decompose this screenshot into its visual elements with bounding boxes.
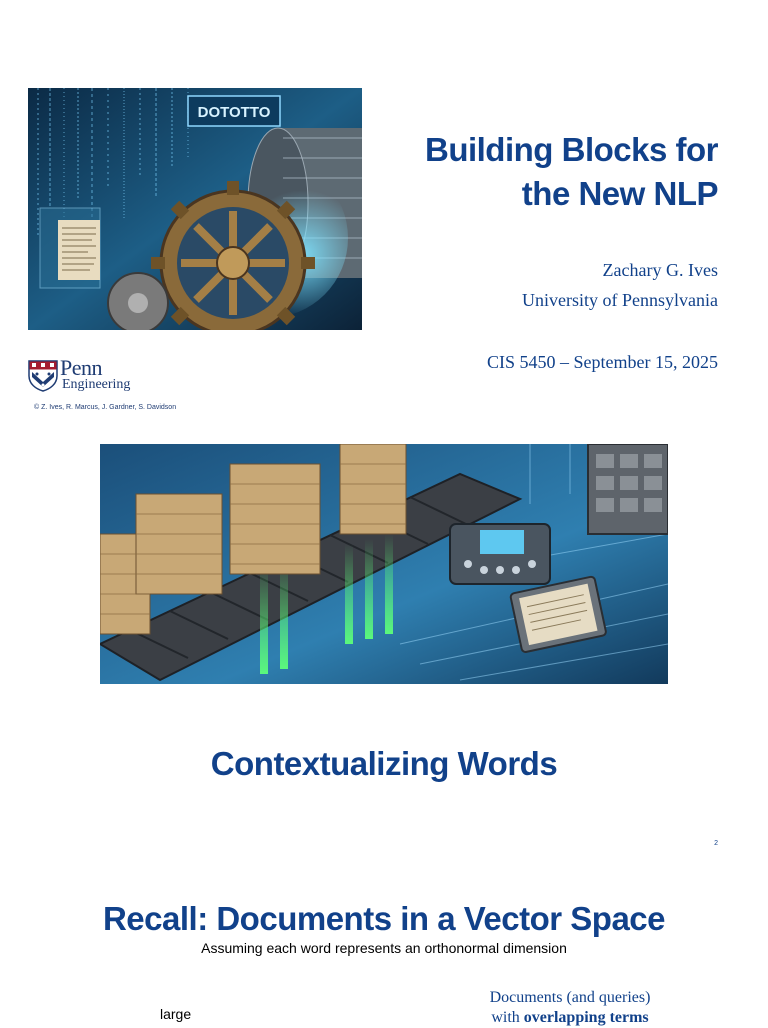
section-title: Contextualizing Words xyxy=(210,745,558,782)
slide-subtitle: Assuming each word represents an orthonormal dimension xyxy=(201,940,567,956)
title-line-1: Building Blocks for xyxy=(424,131,718,168)
documents-note xyxy=(470,988,670,1028)
documents-conveyor-illustration xyxy=(100,444,668,684)
conveyor-illustration xyxy=(100,444,668,684)
author-name: Zachary G. Ives xyxy=(602,260,718,280)
note-line-2 xyxy=(470,1008,670,1028)
course-and-date: CIS 5450 – September 15, 2025 xyxy=(487,352,718,372)
gears-data-illustration xyxy=(28,88,362,330)
axis-word-label: large xyxy=(160,1006,192,1022)
author-affiliation: University of Pennsylvania xyxy=(522,290,718,310)
title-line-2: the New NLP xyxy=(521,175,718,212)
hero-illustration xyxy=(28,88,362,330)
logo-subtitle: Engineering xyxy=(62,377,131,392)
penn-shield-icon xyxy=(28,360,58,392)
slide-title: Recall: Documents in a Vector Space xyxy=(102,900,666,937)
penn-engineering-logo xyxy=(28,355,148,396)
copyright-notice: © Z. Ives, R. Marcus, J. Gardner, S. Davidson xyxy=(34,404,177,411)
hero-sign-text: DOTOTTO xyxy=(197,104,271,121)
note-line-2-prefix: with xyxy=(491,1009,524,1026)
note-line-1: Documents (and queries) xyxy=(489,989,651,1006)
page-number: 2 xyxy=(714,840,718,847)
logo-wordmark: Penn xyxy=(60,355,102,380)
note-line-2-emphasis: overlapping terms xyxy=(523,1009,649,1026)
presentation-title xyxy=(358,128,718,216)
